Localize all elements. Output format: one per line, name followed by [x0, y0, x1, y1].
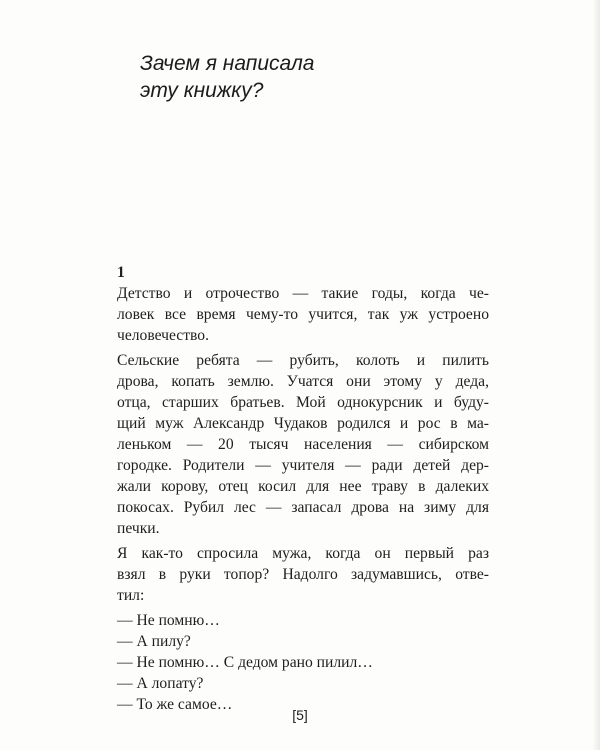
- text-line: тил:: [117, 587, 145, 604]
- text-line: Сельские ребята — рубить, колоть и пилить: [117, 352, 489, 369]
- page-edge-shadow: [592, 0, 600, 750]
- dialogue-line: — А пилу?: [117, 633, 191, 650]
- paragraph-3: [117, 543, 489, 606]
- section-number: 1: [117, 264, 125, 281]
- text-line: дрова, копать землю. Учатся они этому у деда,: [117, 373, 489, 390]
- text-line: взял в руки топор? Надолго задумавшись, отве-: [117, 566, 489, 583]
- text-line: отца, старших братьев. Мой однокурсник и буду-: [117, 394, 489, 411]
- text-line: Я как-то спросила мужа, когда он первый раз: [117, 545, 489, 562]
- text-line: щий муж Александр Чудаков родился и рос в ма-: [117, 415, 489, 432]
- chapter-title-line-1: Зачем я написала: [140, 52, 315, 75]
- text-line: ловек все время чему-то учится, так уж устроено: [117, 306, 489, 323]
- chapter-title: [140, 50, 314, 104]
- text-line: городке. Родители — учителя — ради детей дер-: [117, 457, 489, 474]
- paragraph-1: [117, 283, 489, 346]
- body-text: [117, 262, 489, 715]
- dialogue-line: — То же самое…: [117, 696, 233, 713]
- text-line: Детство и отрочество — такие годы, когда че-: [117, 285, 489, 302]
- chapter-title-line-2: эту книжку?: [140, 79, 264, 102]
- dialogue: [117, 610, 489, 715]
- text-line: покосах. Рубил лес — запасал дрова на зиму для: [117, 499, 489, 516]
- text-line: жали корову, отец косил для нее траву в далеких: [117, 478, 489, 495]
- text-line: леньком — 20 тысяч населения — сибирском: [117, 436, 489, 453]
- dialogue-line: — Не помню…: [117, 612, 220, 629]
- paragraph-2: [117, 350, 489, 539]
- text-line: печки.: [117, 520, 160, 537]
- page-number: [5]: [292, 707, 308, 723]
- text-line: человечество.: [117, 327, 209, 344]
- dialogue-line: — А лопату?: [117, 675, 204, 692]
- dialogue-line: — Не помню… С дедом рано пилил…: [117, 654, 373, 671]
